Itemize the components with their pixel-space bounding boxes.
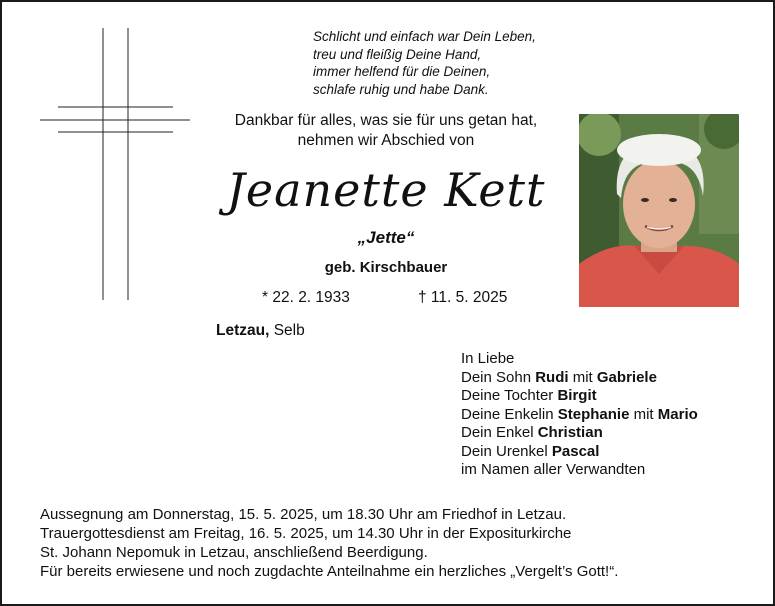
deceased-birth-name: geb. Kirschbauer	[324, 259, 448, 276]
service-notice	[40, 505, 618, 581]
portrait-photo	[579, 114, 739, 307]
poem-line: schlafe ruhig und habe Dank.	[313, 81, 489, 97]
poem-line: treu und fleißig Deine Hand,	[313, 46, 482, 62]
family-line: In Liebe	[461, 350, 515, 367]
notice-line: Aussegnung am Donnerstag, 15. 5. 2025, um 18.30 Uhr am Friedhof in Letzau.	[40, 506, 567, 523]
residence-primary: Letzau,	[216, 322, 270, 339]
family-line	[461, 443, 698, 462]
deceased-name: Jeanette Kett	[226, 163, 546, 217]
portrait-photo-icon	[579, 114, 739, 307]
relation-joiner: mit	[568, 368, 597, 386]
family-line: im Namen aller Verwandten	[461, 461, 646, 478]
birth-date: * 22. 2. 1933	[262, 289, 350, 306]
relative-name: Christian	[537, 424, 603, 441]
intro-line: nehmen wir Abschied von	[297, 132, 475, 149]
family-line	[461, 406, 698, 425]
poem	[313, 28, 536, 98]
notice-line: Für bereits erwiesene und noch zugdachte Anteilnahme ein herzliches „Vergelt’s Gott!“.	[40, 563, 619, 580]
relative-name: Mario	[657, 405, 698, 423]
poem-line: Schlicht und einfach war Dein Leben,	[313, 29, 536, 44]
relation-label: Deine Enkelin	[461, 405, 558, 423]
relative-name: Birgit	[557, 387, 597, 404]
deceased-nickname: „Jette“	[357, 228, 415, 247]
relative-name: Pascal	[551, 442, 600, 460]
notice-line: St. Johann Nepomuk in Letzau, anschließend Beerdigung.	[40, 544, 428, 561]
poem-line: immer helfend für die Deinen,	[313, 64, 491, 79]
relation-label: Deine Tochter	[461, 387, 558, 404]
relation-label: Dein Enkel	[461, 424, 538, 441]
intro-text	[198, 111, 574, 151]
family-list	[461, 350, 698, 480]
relation-joiner: mit	[629, 405, 658, 423]
family-line	[461, 387, 698, 406]
relation-label: Dein Sohn	[461, 368, 536, 386]
notice-line: Trauergottesdienst am Freitag, 16. 5. 2025, um 14.30 Uhr in der Expositurkirche	[40, 525, 572, 542]
residence-secondary: Selb	[269, 322, 305, 339]
cross-icon	[40, 28, 190, 300]
relative-name: Stephanie	[557, 405, 630, 423]
death-date: † 11. 5. 2025	[418, 289, 508, 306]
relative-name: Gabriele	[596, 368, 657, 386]
family-line	[461, 369, 698, 388]
relative-name: Rudi	[535, 368, 569, 386]
relation-label: Dein Urenkel	[461, 442, 552, 460]
family-line	[461, 424, 698, 443]
intro-line: Dankbar für alles, was sie für uns getan hat,	[234, 112, 538, 129]
residence	[216, 322, 305, 340]
